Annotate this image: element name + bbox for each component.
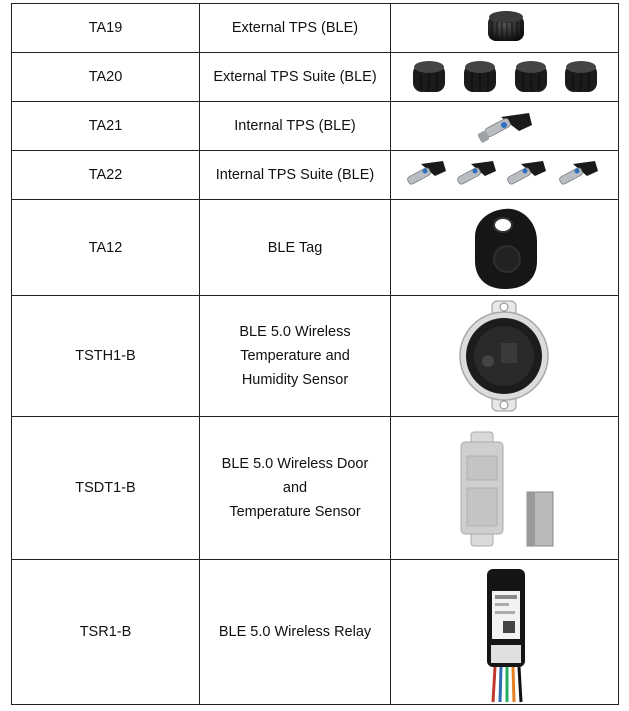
description-cell (200, 4, 391, 53)
ble-tag-icon (391, 201, 619, 295)
description-label: External TPS Suite (BLE) (213, 69, 377, 85)
table-row (12, 102, 619, 151)
image-cell (391, 296, 619, 417)
model-label: TA19 (88, 20, 123, 36)
description-cell (200, 560, 391, 705)
table-row (12, 200, 619, 296)
table-row (12, 151, 619, 200)
external-tps-suite-icon (391, 54, 619, 101)
model-cell (12, 560, 200, 705)
image-cell (391, 53, 619, 102)
model-label: TA22 (88, 167, 123, 183)
table-row (12, 560, 619, 705)
description-cell (200, 296, 391, 417)
model-cell (12, 417, 200, 560)
table-row (12, 296, 619, 417)
image-cell (391, 4, 619, 53)
model-cell (12, 296, 200, 417)
model-label: TSR1-B (79, 624, 132, 640)
round-sensor-icon (391, 297, 619, 416)
description-label: Internal TPS (BLE) (234, 118, 356, 134)
description-cell (200, 200, 391, 296)
model-label: TSTH1-B (75, 348, 136, 364)
table-row (12, 417, 619, 560)
external-tps-cap-icon (391, 5, 619, 52)
image-cell (391, 102, 619, 151)
door-sensor-icon (391, 418, 619, 559)
description-label: BLE Tag (267, 239, 323, 256)
image-cell (391, 417, 619, 560)
description-cell (200, 151, 391, 200)
model-cell (12, 4, 200, 53)
table-row (12, 53, 619, 102)
model-label: TA20 (88, 69, 123, 85)
description-label: BLE 5.0 Wireless Relay (218, 624, 372, 640)
model-label: TA21 (88, 118, 123, 134)
internal-tps-suite-icon (391, 152, 619, 199)
model-label: TA12 (88, 239, 123, 256)
image-cell (391, 560, 619, 705)
model-cell (12, 151, 200, 200)
description-cell (200, 417, 391, 560)
model-cell (12, 53, 200, 102)
description-cell (200, 102, 391, 151)
table-row (12, 4, 619, 53)
description-label: BLE 5.0 Wireless Door and Temperature Sensor (221, 456, 369, 520)
description-label: Internal TPS Suite (BLE) (215, 167, 375, 183)
model-cell (12, 200, 200, 296)
image-cell (391, 151, 619, 200)
image-cell (391, 200, 619, 296)
description-label: External TPS (BLE) (231, 20, 359, 36)
model-label: TSDT1-B (75, 480, 136, 496)
model-cell (12, 102, 200, 151)
description-cell (200, 53, 391, 102)
relay-icon (391, 561, 619, 704)
description-label: BLE 5.0 Wireless Temperature and Humidity Sensor (239, 324, 351, 388)
product-table (11, 3, 619, 705)
internal-tps-valve-icon (391, 103, 619, 150)
